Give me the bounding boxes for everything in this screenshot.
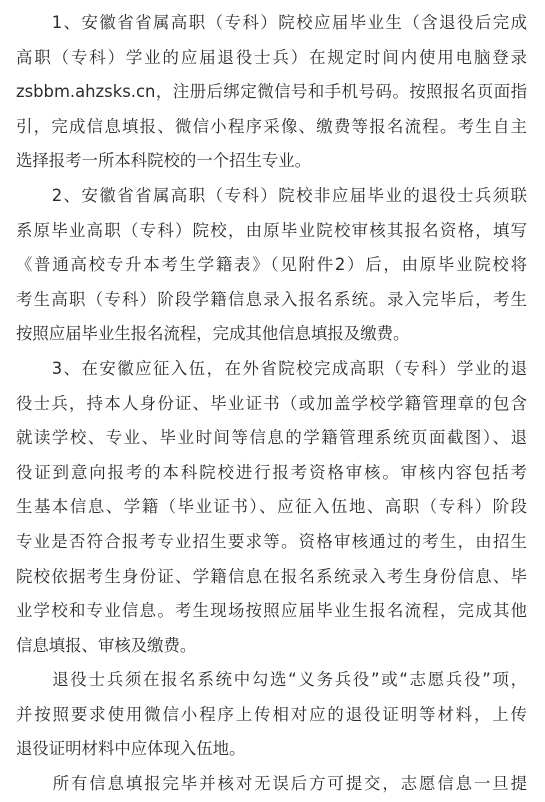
text-line: 引，完成信息填报、微信小程序采像、缴费等报名流程。考生自主: [16, 116, 527, 136]
text-line: 系原毕业高职（专科）院校，由原毕业院校审核其报名资格，填写: [16, 220, 527, 240]
text-line: 1、安徽省省属高职（专科）院校应届毕业生（含退役后完成: [16, 13, 527, 32]
paragraph-5: [16, 767, 527, 802]
paragraph-2: [16, 179, 527, 352]
text-line: 就读学校、专业、毕业时间等信息的学籍管理系统页面截图）、退: [16, 428, 527, 448]
text-line: 所有信息填报完毕并核对无误后方可提交，志愿信息一旦提: [16, 774, 527, 794]
text-line: 高职（专科）学业的应届退役士兵）在规定时间内使用电脑登录: [16, 47, 527, 67]
text-line: 生基本信息、学籍（毕业证书）、应征入伍地、高职（专科）阶段: [16, 497, 527, 517]
text-line: zsbbm.ahzsks.cn，注册后绑定微信号和手机号码。按照报名页面指: [16, 82, 527, 102]
text-line: 专业是否符合报考专业招生要求等。资格审核通过的考生，由招生: [16, 531, 527, 551]
text-line: 考生高职（专科）阶段学籍信息录入报名系统。录入完毕后，考生: [16, 289, 527, 309]
text-line: 并按照要求使用微信小程序上传相对应的退役证明等材料，上传: [16, 704, 527, 724]
text-line: 《普通高校专升本考生学籍表》（见附件2）后，由原毕业院校将: [16, 255, 527, 275]
text-line: 院校依据考生身份证、学籍信息在报名系统录入考生身份信息、毕: [16, 566, 527, 586]
text-line: 按照应届毕业生报名流程，完成其他信息填报及缴费。: [16, 324, 410, 344]
text-line: 役士兵，持本人身份证、毕业证书（或加盖学校学籍管理章的包含: [16, 393, 527, 413]
text-line: 退役士兵须在报名系统中勾选“义务兵役”或“志愿兵役”项，: [16, 670, 527, 690]
paragraph-4: [16, 663, 527, 767]
text-line: 业学校和专业信息。考生现场按照应届毕业生报名流程，完成其他: [16, 601, 527, 621]
paragraph-3: [16, 352, 527, 663]
text-line: 信息填报、审核及缴费。: [16, 635, 197, 655]
text-line: 2、安徽省省属高职（专科）院校非应届毕业的退役士兵须联: [16, 185, 527, 205]
text-line: 3、在安徽应征入伍，在外省院校完成高职（专科）学业的退: [16, 358, 527, 378]
text-line: 役证到意向报考的本科院校进行报考资格审核。审核内容包括考: [16, 462, 527, 482]
text-line: 退役证明材料中应体现入伍地。: [16, 739, 246, 759]
paragraph-1: [16, 6, 527, 179]
text-line: 选择报考一所本科院校的一个招生专业。: [16, 151, 312, 171]
